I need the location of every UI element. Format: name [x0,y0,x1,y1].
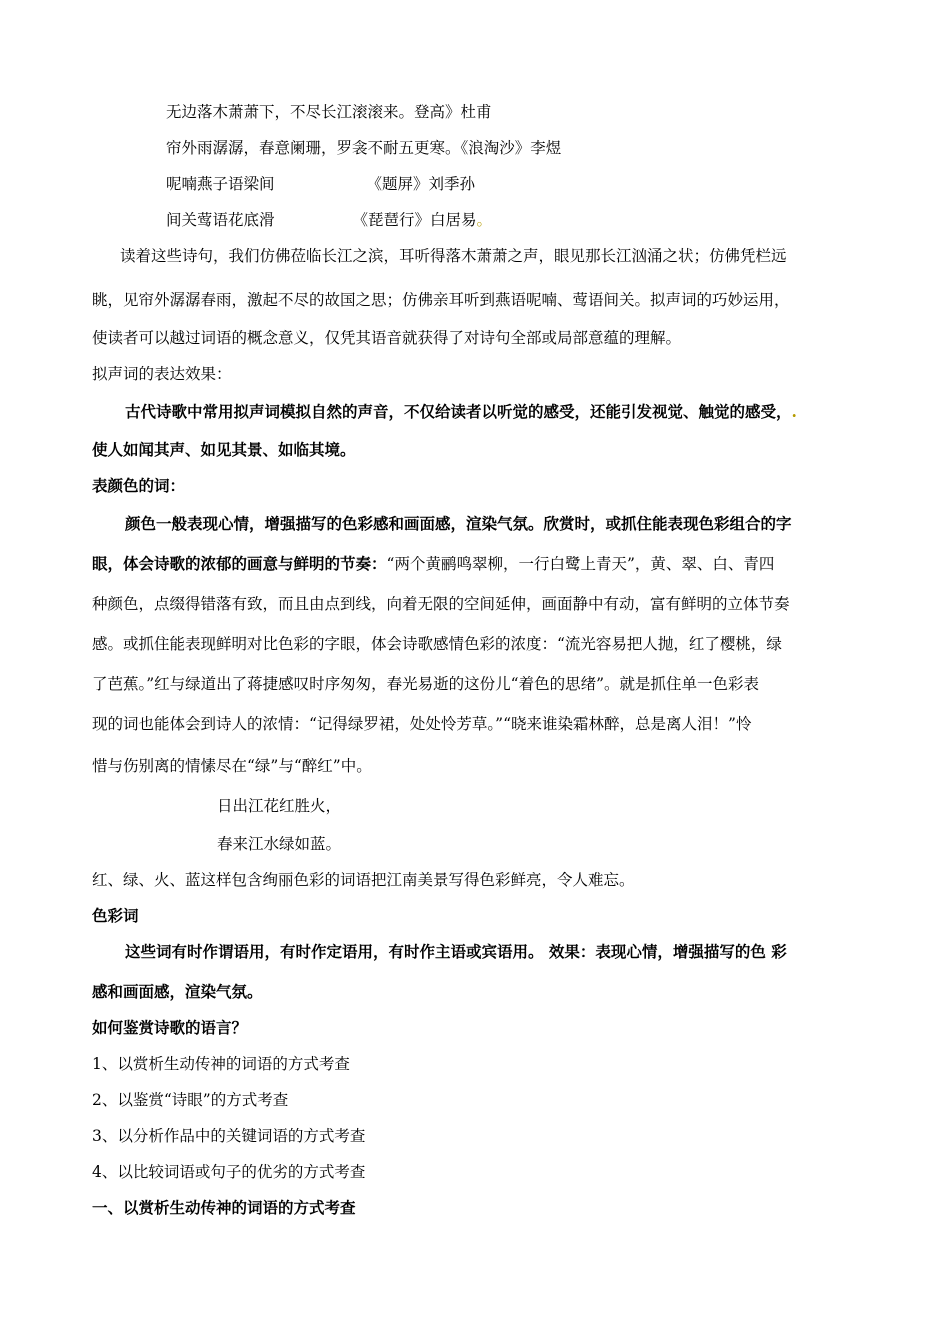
color-paragraph-line: 眼，体会诗歌的浓郁的画意与鲜明的节奏：“两个黄鹂鸣翠柳，一行白鹭上青天”，黄、翠、白、青四 [92,554,775,573]
poem-line-2: 帘外雨潺潺，春意阑珊，罗衾不耐五更寒。《浪淘沙》李煜 [166,139,562,157]
method-item: 4、以比较词语或句子的优劣的方式考查 [92,1163,366,1181]
color-paragraph-line: 了芭蕉。”红与绿道出了蒋捷感叹时序匆匆，春光易逝的这份儿“着色的思绪”。就是抓住单一色彩表 [92,675,760,693]
section-heading-one: 一、以赏析生动传神的词语的方式考查 [92,1198,356,1217]
bold-paragraph-line: 感和画面感，渲染气氛。 [92,982,263,1001]
color-paragraph-line: 感。或抓住能表现鲜明对比色彩的字眼，体会诗歌感情色彩的浓度：“流光容易把人抛，红了樱桃，绿 [92,635,782,653]
color-paragraph-line: 颜色一般表现心情，增强描写的色彩感和画面感，渲染气氛。欣赏时，或抓住能表现色彩组合的字 [125,514,792,533]
bold-paragraph-line: 这些词有时作谓语用，有时作定语用，有时作主语或宾语用。 效果：表现心情，增强描写的色 彩 [125,942,787,961]
method-item: 1、以赏析生动传神的词语的方式考查 [92,1055,350,1073]
poem-source: 《琵琶行》白居易 [352,211,477,229]
couplet-note: 红、绿、火、蓝这样包含绚丽色彩的词语把江南美景写得色彩鲜亮，令人难忘。 [92,871,635,889]
heading-color-terms: 色彩词 [92,906,139,925]
color-paragraph-line: 现的词也能体会到诗人的浓情：“记得绿罗裙，处处怜芳草。”“晓来谁染霜林醉，总是离人泪！”怜 [92,715,752,733]
bold-paragraph-line: 古代诗歌中常用拟声词模拟自然的声音，不仅给读者以听觉的感受，还能引发视觉、触觉的感受，. [125,402,797,421]
bold-paragraph-line: 使人如闻其声、如见其景、如临其境。 [92,440,356,459]
color-paragraph-line: 惜与伤别离的情愫尽在“绿”与“醉红”中。 [92,757,372,775]
heading-how-to-appreciate: 如何鉴赏诗歌的语言？ [92,1018,248,1037]
color-paragraph-line: 种颜色，点缀得错落有致，而且由点到线，向着无限的空间延伸，画面静中有动，富有鲜明的立体节奏 [92,595,790,613]
method-item: 3、以分析作品中的关键词语的方式考查 [92,1127,366,1145]
couplet-line-2: 春来江水绿如蓝。 [217,835,342,853]
stray-dot: . [791,402,797,421]
poem-line-3: 呢喃燕子语梁间 《题屏》刘季孙 [166,175,476,193]
method-item: 2、以鉴赏“诗眼”的方式考查 [92,1091,289,1109]
paragraph-line: 眺，见帘外潺潺春雨，激起不尽的故国之思；仿佛亲耳听到燕语呢喃、莺语间关。拟声词的巧妙运用， [92,291,790,309]
paragraph-line: 读着这些诗句，我们仿佛莅临长江之滨，耳听得落木萧萧之声，眼见那长江汹涌之状；仿佛凭栏远 [120,247,787,265]
couplet-line-1: 日出江花红胜火， [217,797,342,815]
poem-line-1: 无边落木萧萧下，不尽长江滚滚来。登高》杜甫 [166,103,492,121]
heading-onomatopoeia-effect: 拟声词的表达效果： [92,365,232,383]
poem-line-4: 间关莺语花底滑 《琵琶行》白居易。 [166,211,493,229]
poem-source: 《题屏》刘季孙 [366,175,476,193]
paragraph-line: 使读者可以越过词语的概念意义，仅凭其语音就获得了对诗句全部或局部意蕴的理解。 [92,329,682,347]
heading-color-words: 表颜色的词： [92,476,186,495]
